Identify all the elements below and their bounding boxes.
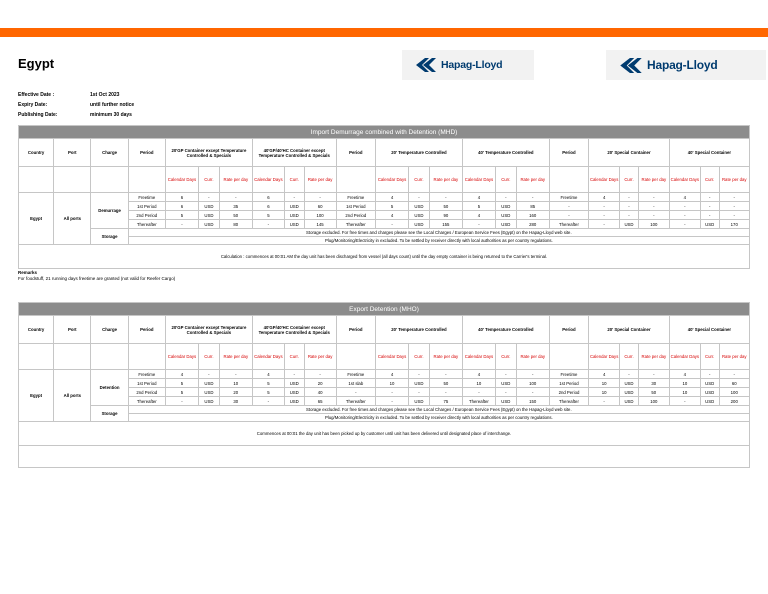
hapag-lloyd-logo-icon xyxy=(620,58,642,73)
cell: USD xyxy=(409,211,430,220)
cell: 5 xyxy=(165,379,198,388)
col-period-special: Period xyxy=(549,139,588,167)
cell: USD xyxy=(496,379,517,388)
cell: - xyxy=(589,211,620,220)
cell: 30 xyxy=(219,397,252,406)
orange-top-bar xyxy=(0,28,768,37)
cell: Freetime xyxy=(336,193,375,202)
cell: - xyxy=(638,202,669,211)
sub-rate: Rate per day xyxy=(638,167,669,193)
storage-note: Storage excluded. For free times and charges please see the Local Charges / European Service Fees (Egypt) on the Hapag-Lloyd web site. xyxy=(128,229,749,237)
table-row xyxy=(19,211,750,220)
col-port: Port xyxy=(54,139,91,167)
charge-cell: Detention xyxy=(91,370,128,406)
cell: Thereafter xyxy=(128,220,165,229)
cell: - xyxy=(638,370,669,379)
cell: USD xyxy=(496,202,517,211)
col-period: Period xyxy=(128,139,165,167)
cell: USD xyxy=(700,220,719,229)
plug-note: Plug/Monitoring/Electricity in excluded. To be settled by receiver directly with local authorities as per country regulations. xyxy=(128,237,749,245)
cell: 100 xyxy=(638,220,669,229)
col-country: Country xyxy=(19,139,54,167)
sub-calendar-days: Calendar Days xyxy=(462,167,495,193)
col-20-special: 20' Special Container xyxy=(589,316,670,344)
col-40-reefer: 40' Temperature Controlled xyxy=(462,139,549,167)
sub-calendar-days: Calendar Days xyxy=(375,167,408,193)
cell: - xyxy=(719,211,749,220)
cell: USD xyxy=(284,379,304,388)
cell: - xyxy=(375,388,408,397)
cell: 2nd Period xyxy=(128,388,165,397)
col-20-reefer: 20' Temperature Controlled xyxy=(375,139,462,167)
sub-rate: Rate per day xyxy=(429,344,462,370)
cell: 280 xyxy=(516,220,549,229)
col-20gp: 20'GP Container except Temperature Controlled & Specials xyxy=(165,316,252,344)
cell: - xyxy=(375,397,408,406)
cell: 4 xyxy=(462,211,495,220)
cell: - xyxy=(589,220,620,229)
cell: USD xyxy=(620,220,639,229)
cell: - xyxy=(589,397,620,406)
cell: Thereafter xyxy=(462,397,495,406)
meta-label: Publishing Date: xyxy=(18,112,58,118)
cell: USD xyxy=(284,211,304,220)
cell: USD xyxy=(620,397,639,406)
sub-calendar-days: Calendar Days xyxy=(589,167,620,193)
sub-calendar-days: Calendar Days xyxy=(252,167,284,193)
cell: USD xyxy=(199,379,220,388)
cell: 50 xyxy=(429,202,462,211)
export-tariff-table xyxy=(18,302,750,468)
col-period-reefer: Period xyxy=(336,139,375,167)
cell: - xyxy=(620,370,639,379)
sub-curr: Curr. xyxy=(199,167,220,193)
cell: 5 xyxy=(375,202,408,211)
col-port: Port xyxy=(54,316,91,344)
cell: USD xyxy=(700,388,719,397)
sub-rate: Rate per day xyxy=(719,167,749,193)
cell: - xyxy=(429,388,462,397)
cell: - xyxy=(304,370,336,379)
cell: Freetime xyxy=(549,370,588,379)
cell: 5 xyxy=(165,388,198,397)
cell: - xyxy=(199,193,220,202)
calculation-note: Calculation : commences at 00:01 AM the day unit has been discharged from vessel (all days count) until the day empty container is being returned to the Carrier's terminal. xyxy=(19,245,750,269)
cell: USD xyxy=(199,388,220,397)
cell: - xyxy=(620,202,639,211)
cell: Thereafter xyxy=(549,397,588,406)
brand-name: Hapag-Lloyd xyxy=(647,58,718,72)
sub-curr: Curr. xyxy=(409,344,430,370)
cell: 10 xyxy=(375,379,408,388)
cell: - xyxy=(719,370,749,379)
sub-calendar-days: Calendar Days xyxy=(252,344,284,370)
sub-calendar-days: Calendar Days xyxy=(375,344,408,370)
cell: - xyxy=(516,370,549,379)
cell: 4 xyxy=(165,370,198,379)
cell: - xyxy=(336,388,375,397)
cell: USD xyxy=(496,211,517,220)
cell: Thereafter xyxy=(128,397,165,406)
cell: - xyxy=(700,370,719,379)
cell: USD xyxy=(496,397,517,406)
brand-name: Hapag-Lloyd xyxy=(441,59,503,71)
cell: - xyxy=(165,397,198,406)
export-banner: Export Detention (MHO) xyxy=(19,303,750,316)
cell: 4 xyxy=(252,370,284,379)
cell: 100 xyxy=(516,379,549,388)
cell: 150 xyxy=(516,397,549,406)
cell: 1st Period xyxy=(549,379,588,388)
import-banner: Import Demurrage combined with Detention (MHD) xyxy=(19,126,750,139)
sub-rate: Rate per day xyxy=(516,344,549,370)
col-charge: Charge xyxy=(91,316,128,344)
cell: USD xyxy=(284,397,304,406)
cell: - xyxy=(409,193,430,202)
cell: - xyxy=(549,202,588,211)
cell: USD xyxy=(700,397,719,406)
cell: 10 xyxy=(589,379,620,388)
sub-curr: Curr. xyxy=(284,167,304,193)
cell: Freetime xyxy=(549,193,588,202)
col-country: Country xyxy=(19,316,54,344)
cell: 50 xyxy=(638,388,669,397)
cell: 5 xyxy=(252,388,284,397)
sub-curr: Curr. xyxy=(199,344,220,370)
cell: - xyxy=(284,370,304,379)
storage-label: Storage xyxy=(91,229,128,245)
plug-note: Plug/Monitoring/Electricity in excluded. To be settled by receiver directly with local authorities as per country regulations. xyxy=(128,414,749,422)
cell: - xyxy=(462,388,495,397)
cell: - xyxy=(700,202,719,211)
cell: 20 xyxy=(304,379,336,388)
cell: 5 xyxy=(252,211,284,220)
meta-publishing-date xyxy=(18,110,134,120)
meta-label: Effective Date : xyxy=(18,92,55,98)
cell: - xyxy=(669,397,700,406)
cell: Thereafter xyxy=(336,220,375,229)
cell: 65 xyxy=(304,397,336,406)
cell: USD xyxy=(199,397,220,406)
remarks xyxy=(18,270,175,282)
cell: - xyxy=(409,388,430,397)
cell: - xyxy=(199,370,220,379)
country-cell: Egypt xyxy=(19,193,54,245)
cell: 85 xyxy=(516,202,549,211)
cell: - xyxy=(719,193,749,202)
cell: 10 xyxy=(462,379,495,388)
remarks-text: For foodstuff, 21 running days freetime are granted (not valid for Reefer Cargo) xyxy=(18,276,176,281)
sub-calendar-days: Calendar Days xyxy=(589,344,620,370)
cell: 100 xyxy=(638,397,669,406)
cell: - xyxy=(719,202,749,211)
sub-rate: Rate per day xyxy=(304,167,336,193)
table-row xyxy=(19,379,750,388)
cell: 4 xyxy=(589,370,620,379)
cell: 100 xyxy=(304,211,336,220)
sub-rate: Rate per day xyxy=(219,344,252,370)
cell: - xyxy=(165,220,198,229)
col-40gp: 40'GP/40'HC Container except Temperature Controlled & Specials xyxy=(252,316,336,344)
col-40-reefer: 40' Temperature Controlled xyxy=(462,316,549,344)
cell: - xyxy=(669,220,700,229)
cell: USD xyxy=(496,220,517,229)
cell: USD xyxy=(199,202,220,211)
sub-curr: Curr. xyxy=(700,167,719,193)
sub-rate: Rate per day xyxy=(719,344,749,370)
sub-calendar-days: Calendar Days xyxy=(462,344,495,370)
cell: 160 xyxy=(516,211,549,220)
meta-value: 1st Oct 2023 xyxy=(90,92,120,98)
cell: USD xyxy=(700,379,719,388)
cell: USD xyxy=(620,388,639,397)
cell: - xyxy=(700,211,719,220)
document-meta xyxy=(18,90,134,120)
cell: Thereafter xyxy=(549,220,588,229)
cell: 1st Period xyxy=(336,202,375,211)
cell: - xyxy=(409,370,430,379)
cell: Thereafter xyxy=(336,397,375,406)
sub-rate: Rate per day xyxy=(516,167,549,193)
hapag-lloyd-logo-icon xyxy=(416,58,436,72)
cell: 10 xyxy=(589,388,620,397)
sub-rate: Rate per day xyxy=(219,167,252,193)
cell: 60 xyxy=(719,379,749,388)
col-period-special: Period xyxy=(549,316,588,344)
col-40-special: 40' Special Container xyxy=(669,139,749,167)
cell: 4 xyxy=(375,193,408,202)
sub-rate: Rate per day xyxy=(638,344,669,370)
cell: 5 xyxy=(252,379,284,388)
sub-curr: Curr. xyxy=(620,167,639,193)
cell: - xyxy=(516,388,549,397)
cell: 145 xyxy=(304,220,336,229)
brand-logo xyxy=(606,50,766,80)
cell: 50 xyxy=(429,379,462,388)
charge-cell: Demurrage xyxy=(91,193,128,229)
cell: - xyxy=(219,370,252,379)
sub-curr: Curr. xyxy=(700,344,719,370)
cell: USD xyxy=(284,220,304,229)
storage-note: Storage excluded. For free times and charges please see the Local Charges / European Service Fees (Egypt) on the Hapag-Lloyd web site. xyxy=(128,406,749,414)
meta-value: until further notice xyxy=(90,102,135,108)
cell: 50 xyxy=(219,211,252,220)
cell: 1st Period xyxy=(128,202,165,211)
cell: - xyxy=(589,202,620,211)
cell: 2nd Period xyxy=(128,211,165,220)
meta-label: Expiry Date: xyxy=(18,102,48,108)
cell: 4 xyxy=(375,211,408,220)
sub-calendar-days: Calendar Days xyxy=(165,167,198,193)
meta-expiry-date xyxy=(18,100,134,110)
cell: 4 xyxy=(375,370,408,379)
cell: - xyxy=(252,220,284,229)
cell: USD xyxy=(199,220,220,229)
col-20-special: 20' Special Container xyxy=(589,139,670,167)
cell: 1st Period xyxy=(128,379,165,388)
calculation-note: Commences at 00:01 the day unit has been picked up by customer until unit has been delivered until designated place of interchange. xyxy=(19,422,750,446)
table-row xyxy=(19,202,750,211)
empty-row xyxy=(19,446,750,468)
cell: 10 xyxy=(669,379,700,388)
cell: - xyxy=(638,211,669,220)
cell: 35 xyxy=(219,202,252,211)
cell: - xyxy=(620,211,639,220)
cell: USD xyxy=(409,202,430,211)
cell: - xyxy=(252,397,284,406)
cell: - xyxy=(219,193,252,202)
cell: Freetime xyxy=(128,193,165,202)
col-40gp: 40'GP/40'HC Container except Temperature Controlled & Specials xyxy=(252,139,336,167)
cell: USD xyxy=(199,211,220,220)
cell: 2nd Period xyxy=(336,211,375,220)
cell: - xyxy=(700,193,719,202)
cell: 100 xyxy=(719,388,749,397)
sub-calendar-days: Calendar Days xyxy=(669,167,700,193)
cell: 60 xyxy=(304,202,336,211)
cell: - xyxy=(669,202,700,211)
cell: 4 xyxy=(462,370,495,379)
cell: 30 xyxy=(638,379,669,388)
col-40-special: 40' Special Container xyxy=(669,316,749,344)
cell: 90 xyxy=(429,211,462,220)
port-cell: All ports xyxy=(54,370,91,422)
sub-curr: Curr. xyxy=(620,344,639,370)
col-charge: Charge xyxy=(91,139,128,167)
table-row xyxy=(19,388,750,397)
cell: - xyxy=(496,193,517,202)
sub-calendar-days: Calendar Days xyxy=(669,344,700,370)
cell: - xyxy=(462,220,495,229)
col-20-reefer: 20' Temperature Controlled xyxy=(375,316,462,344)
import-tariff-table xyxy=(18,125,750,269)
meta-effective-date xyxy=(18,90,134,100)
cell: - xyxy=(496,370,517,379)
cell: - xyxy=(669,211,700,220)
cell: 5 xyxy=(165,211,198,220)
port-cell: All ports xyxy=(54,193,91,245)
sub-rate: Rate per day xyxy=(304,344,336,370)
col-period: Period xyxy=(128,316,165,344)
cell: - xyxy=(620,193,639,202)
table-row xyxy=(19,370,750,379)
cell: 40 xyxy=(304,388,336,397)
sub-curr: Curr. xyxy=(409,167,430,193)
cell: - xyxy=(304,193,336,202)
cell: USD xyxy=(620,379,639,388)
cell: - xyxy=(496,388,517,397)
cell: 4 xyxy=(669,193,700,202)
table-row xyxy=(19,397,750,406)
cell: USD xyxy=(284,388,304,397)
cell: - xyxy=(375,220,408,229)
col-period-reefer: Period xyxy=(336,316,375,344)
storage-label: Storage xyxy=(91,406,128,422)
col-20gp: 20'GP Container except Temperature Controlled & Specials xyxy=(165,139,252,167)
cell: - xyxy=(549,211,588,220)
cell: 6 xyxy=(252,193,284,202)
sub-curr: Curr. xyxy=(284,344,304,370)
page-title: Egypt xyxy=(18,56,55,71)
cell: - xyxy=(284,193,304,202)
remarks-title: Remarks xyxy=(18,270,38,275)
cell: 1st slab xyxy=(336,379,375,388)
cell: 10 xyxy=(219,379,252,388)
cell: - xyxy=(516,193,549,202)
cell: Freetime xyxy=(128,370,165,379)
cell: 4 xyxy=(462,193,495,202)
cell: 4 xyxy=(669,370,700,379)
sub-curr: Curr. xyxy=(496,167,517,193)
cell: 155 xyxy=(429,220,462,229)
cell: 6 xyxy=(165,193,198,202)
cell: USD xyxy=(409,397,430,406)
cell: 20 xyxy=(219,388,252,397)
cell: 5 xyxy=(462,202,495,211)
cell: USD xyxy=(409,220,430,229)
cell: Freetime xyxy=(336,370,375,379)
sub-rate: Rate per day xyxy=(429,167,462,193)
cell: 4 xyxy=(589,193,620,202)
brand-logo xyxy=(402,50,534,80)
cell: 80 xyxy=(219,220,252,229)
sub-calendar-days: Calendar Days xyxy=(165,344,198,370)
country-cell: Egypt xyxy=(19,370,54,422)
cell: - xyxy=(429,370,462,379)
cell: 10 xyxy=(669,388,700,397)
cell: 200 xyxy=(719,397,749,406)
table-row xyxy=(19,220,750,229)
cell: 170 xyxy=(719,220,749,229)
cell: 6 xyxy=(165,202,198,211)
sub-curr: Curr. xyxy=(496,344,517,370)
cell: - xyxy=(638,193,669,202)
cell: USD xyxy=(409,379,430,388)
meta-value: minimum 30 days xyxy=(90,112,132,118)
cell: 75 xyxy=(429,397,462,406)
cell: 6 xyxy=(252,202,284,211)
cell: USD xyxy=(284,202,304,211)
table-row xyxy=(19,193,750,202)
cell: 2nd Period xyxy=(549,388,588,397)
cell: - xyxy=(429,193,462,202)
